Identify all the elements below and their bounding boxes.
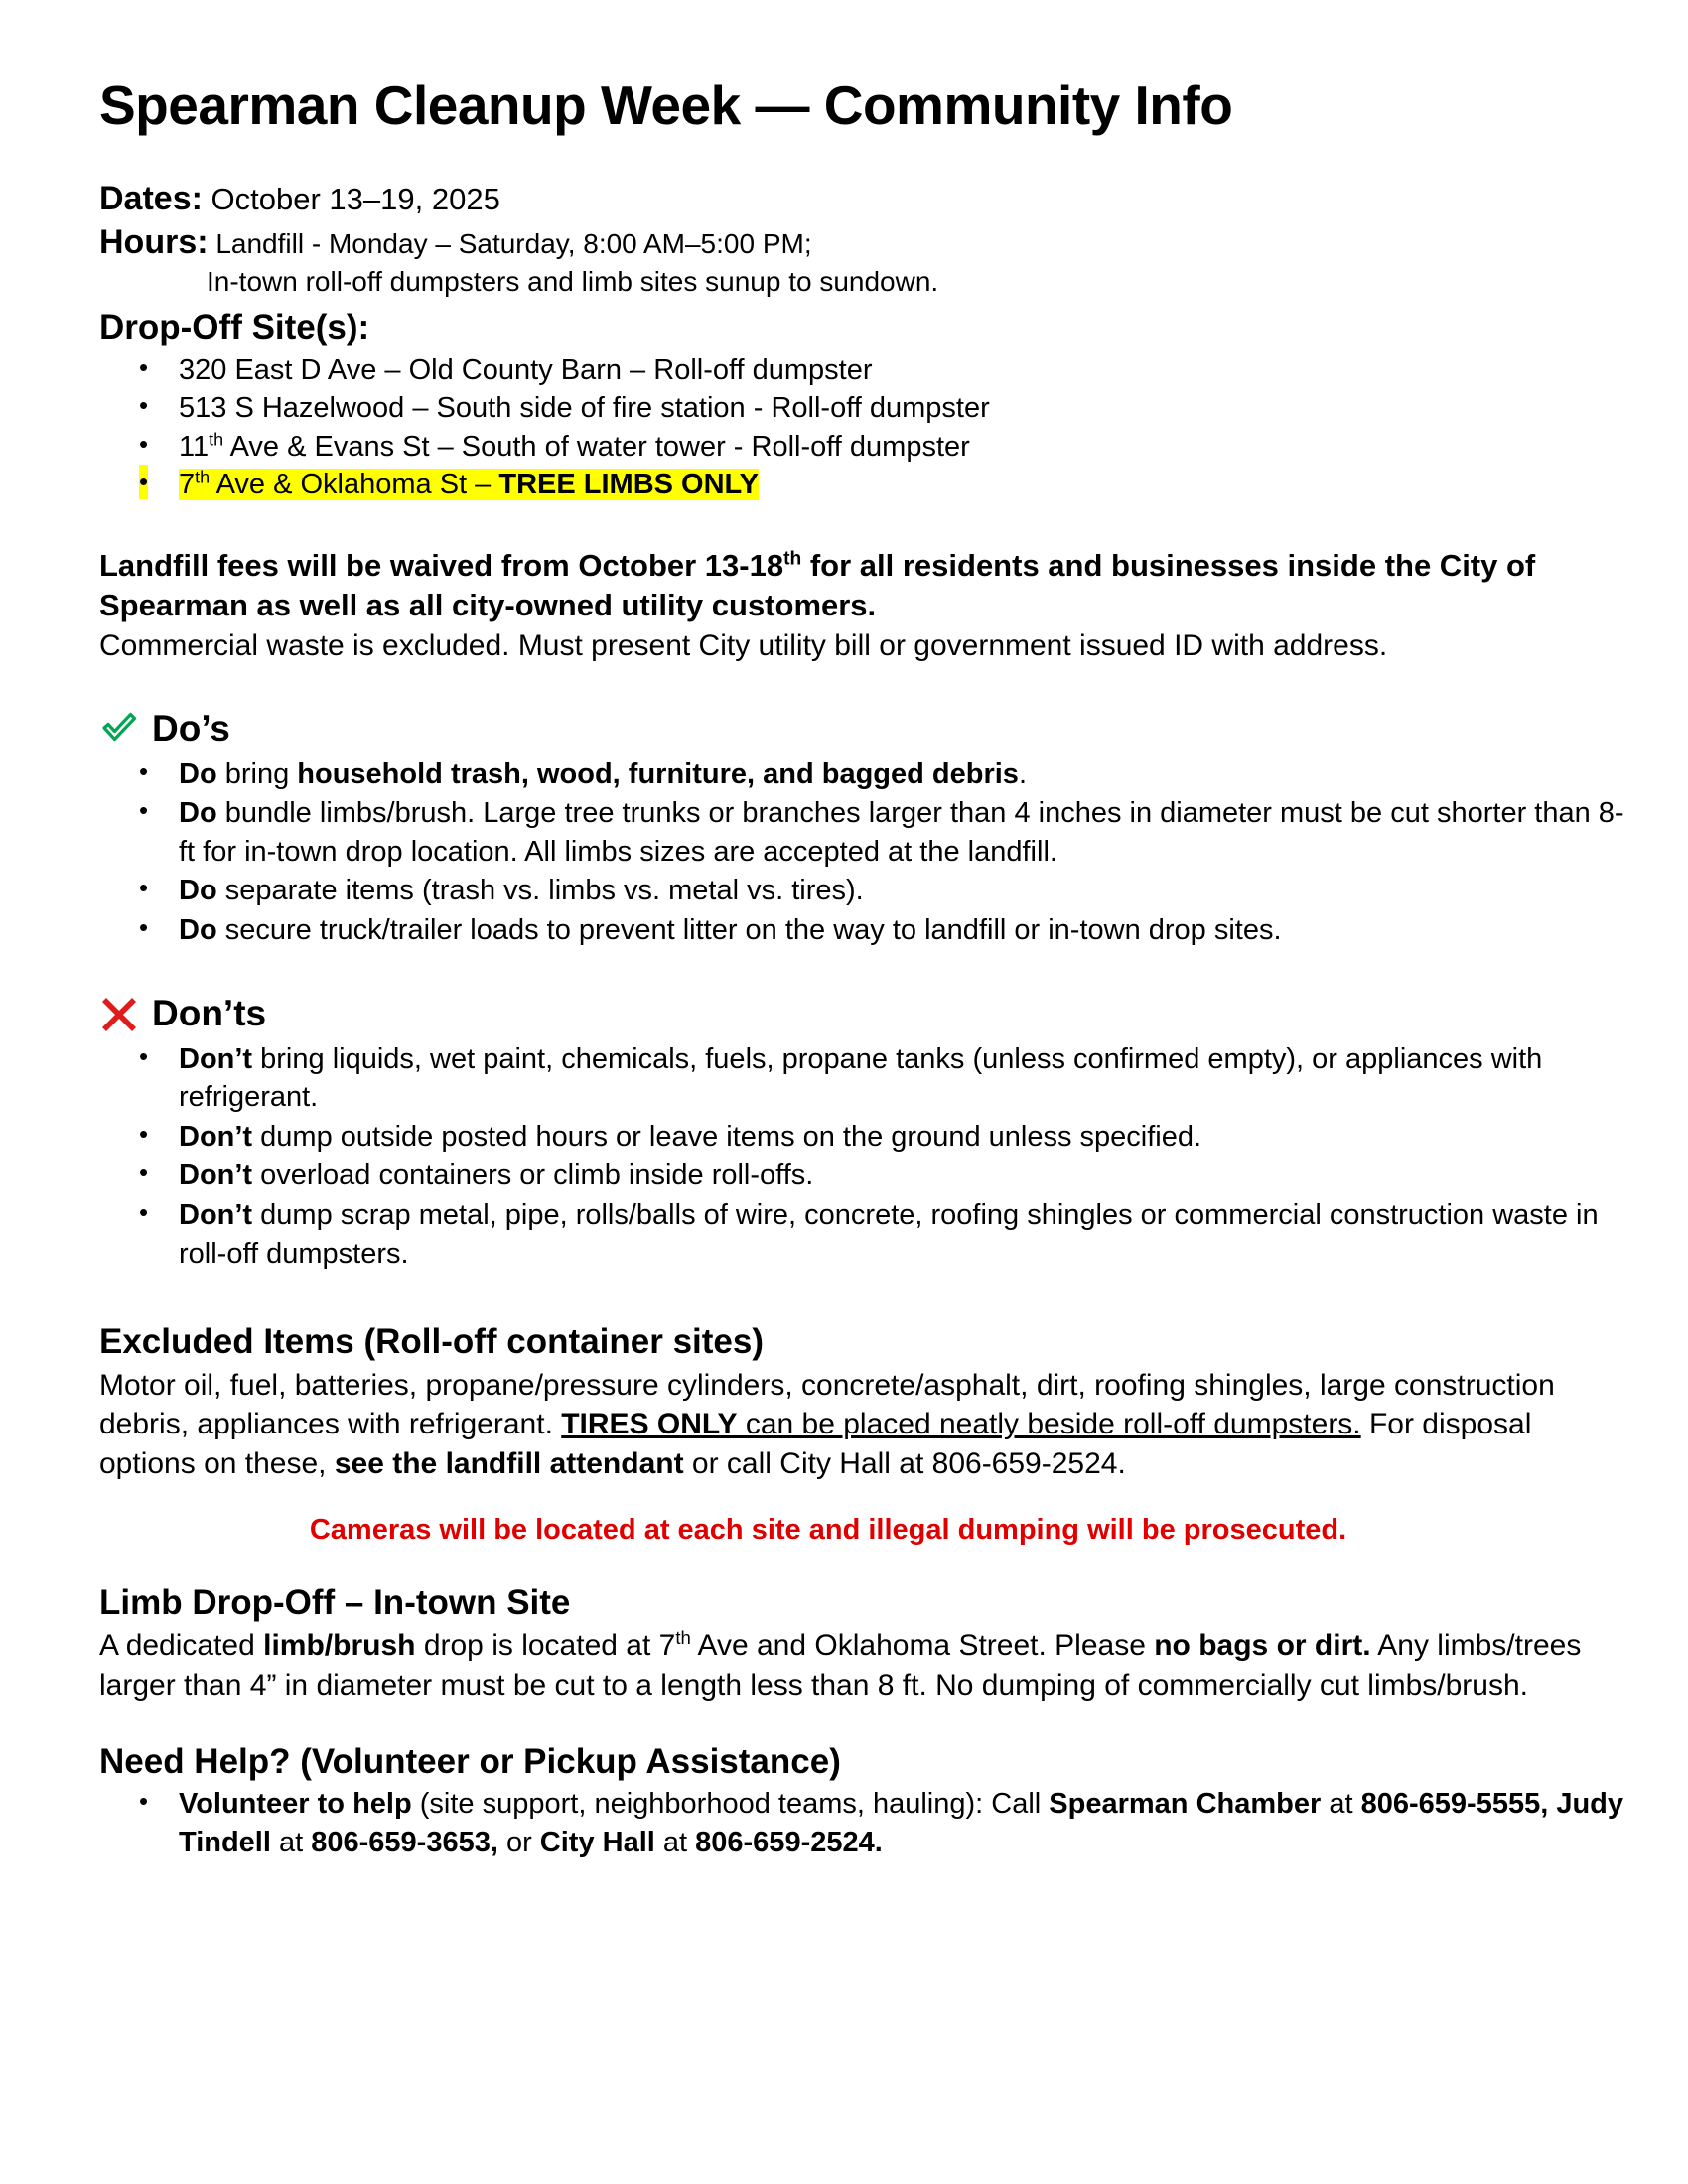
dates-label: Dates: — [99, 179, 203, 217]
ordinal-suffix: th — [195, 467, 211, 487]
phone-chamber: 806-659-5555, Judy Tindell — [179, 1788, 1624, 1858]
dont-text: overload containers or climb inside roll-offs. — [252, 1160, 814, 1192]
landfill-attendant-emphasis: see the landfill attendant — [334, 1447, 684, 1481]
drop-off-site-list — [99, 351, 1626, 504]
limb-text-a: A dedicated — [99, 1629, 264, 1663]
excluded-items-heading: Excluded Items (Roll-off container sites) — [99, 1322, 764, 1362]
dos-heading-label: Do’s — [152, 708, 230, 750]
list-item — [99, 911, 1626, 950]
fee-waiver-bold — [99, 546, 1626, 626]
phone-judy: 806-659-3653, — [311, 1826, 498, 1858]
list-item — [99, 794, 1626, 871]
do-text: secure truck/trailer loads to prevent litter on the way to landfill or in-town drop sites. — [216, 913, 1282, 946]
list-item — [99, 1040, 1626, 1117]
do-lead: Do — [179, 757, 217, 790]
dont-lead: Don’t — [179, 1042, 253, 1075]
hours-label: Hours: — [99, 222, 209, 261]
city-hall-label: City Hall — [539, 1826, 655, 1858]
tires-only-rest: can be placed neatly beside roll-off dumpsters. — [737, 1408, 1361, 1441]
donts-heading-label: Don’ts — [152, 993, 267, 1034]
limb-brush-emphasis: limb/brush — [263, 1629, 416, 1663]
limb-text-c: Ave and Oklahoma Street. Please — [690, 1629, 1155, 1663]
list-item — [99, 755, 1626, 794]
dates-value: October 13–19, 2025 — [202, 181, 500, 216]
volunteer-mid: (site support, neighborhood teams, hauling): Call — [411, 1788, 1050, 1821]
do-lead: Do — [179, 913, 217, 946]
ordinal-suffix: th — [675, 1627, 691, 1649]
need-help-heading: Need Help? (Volunteer or Pickup Assistance) — [99, 1741, 841, 1781]
green-check-icon — [99, 709, 139, 749]
site-text: 11 — [179, 430, 210, 463]
dont-text: bring liquids, wet paint, chemicals, fuels, propane tanks (unless confirmed empty), or appliances with refrigerant. — [179, 1042, 1543, 1114]
dos-heading-row — [99, 707, 1626, 751]
tree-limbs-only-emphasis: TREE LIMBS ONLY — [498, 469, 759, 501]
do-emphasis: household trash, wood, furniture, and bagged debris — [297, 757, 1019, 790]
fee-waiver-bold-b: for all residents and businesses inside the City of Spearman as well as all city-owned utility customers. — [99, 548, 1536, 623]
list-item — [99, 1118, 1626, 1157]
list-item — [99, 872, 1626, 910]
excluded-text-c: or call City Hall at 806-659-2524. — [683, 1447, 1126, 1481]
at-1: at — [1321, 1788, 1361, 1821]
red-x-icon — [99, 995, 139, 1034]
hours-value: Landfill - Monday – Saturday, 8:00 AM–5:00 PM; — [208, 227, 812, 259]
do-text: bring — [216, 757, 298, 790]
dates-line — [99, 177, 1626, 220]
list-item — [99, 428, 1626, 467]
list-item — [99, 351, 1626, 390]
excluded-text-a: Motor oil, fuel, batteries, propane/pressure cylinders, concrete/asphalt, dirt, roofing shingles, large construction debris, appliances with refrigerant. — [99, 1368, 1555, 1441]
list-item — [99, 1157, 1626, 1195]
site-text: 513 S Hazelwood – South side of fire station - Roll-off dumpster — [179, 392, 990, 425]
highlight-fill — [129, 466, 181, 504]
hours-line — [99, 220, 1626, 264]
do-lead: Do — [179, 875, 217, 907]
at-3: at — [654, 1826, 696, 1858]
ordinal-suffix: th — [209, 429, 224, 450]
limb-text-b: drop is located at 7 — [415, 1629, 676, 1663]
camera-warning-text: Cameras will be located at each site and illegal dumping will be prosecuted. — [309, 1513, 1347, 1546]
dos-list — [99, 755, 1626, 950]
fee-waiver-bold-a: Landfill fees will be waived from October 13-18 — [99, 548, 784, 584]
donts-heading-row — [99, 992, 1626, 1035]
site-text: 7 — [179, 469, 196, 501]
excluded-text-b: For disposal options on these, — [99, 1408, 1532, 1481]
tires-only-bold: TIRES ONLY — [561, 1408, 738, 1441]
no-bags-emphasis: no bags or dirt. — [1154, 1629, 1371, 1663]
excluded-items-text — [99, 1366, 1626, 1484]
do-lead: Do — [179, 797, 217, 830]
do-end: . — [1018, 757, 1027, 790]
dont-text: dump scrap metal, pipe, rolls/balls of wire, concrete, roofing shingles or commercial construction waste in roll-off dumpsters. — [179, 1199, 1599, 1270]
dont-lead: Don’t — [179, 1160, 253, 1192]
limb-dropoff-text — [99, 1626, 1626, 1705]
tires-only-underline — [561, 1408, 1360, 1440]
limb-dropoff-heading: Limb Drop-Off – In-town Site — [99, 1582, 571, 1622]
dont-text: dump outside posted hours or leave items on the ground unless specified. — [252, 1120, 1202, 1153]
do-text: separate items (trash vs. limbs vs. metal vs. tires). — [216, 875, 864, 907]
hours-second-line: In-town roll-off dumpsters and limb sites sunup to sundown. — [207, 266, 939, 298]
volunteer-lead: Volunteer to help — [179, 1788, 412, 1821]
site-text: 320 East D Ave – Old County Barn – Roll-off dumpster — [179, 353, 873, 386]
need-help-list — [99, 1785, 1626, 1861]
phone-city-hall: 806-659-2524. — [695, 1826, 883, 1858]
site-text-tail: Ave & Oklahoma St – — [210, 469, 499, 501]
at-2: at — [270, 1826, 312, 1858]
fee-waiver-note: Commercial waste is excluded. Must present City utility bill or government issued ID with address. — [99, 628, 1388, 662]
drop-off-heading: Drop-Off Site(s): — [99, 308, 370, 347]
list-item — [99, 1785, 1626, 1861]
limb-text-d: Any limbs/trees larger than 4” in diameter must be cut to a length less than 8 ft. No dumping of commercially cut limbs/brush. — [99, 1629, 1582, 1702]
list-item — [99, 1196, 1626, 1273]
do-text: bundle limbs/brush. Large tree trunks or branches larger than 4 inches in diameter must be cut shorter than 8-ft for in-town drop location. All limbs sizes are accepted at the landfill. — [179, 797, 1624, 868]
dont-lead: Don’t — [179, 1120, 253, 1153]
list-item — [99, 389, 1626, 428]
spearman-chamber-label: Spearman Chamber — [1049, 1788, 1322, 1821]
ordinal-suffix: th — [783, 548, 802, 570]
list-item-highlighted — [99, 466, 1626, 504]
or-connector: or — [497, 1826, 540, 1858]
highlight-wrapper — [179, 469, 759, 500]
donts-list — [99, 1040, 1626, 1273]
dont-lead: Don’t — [179, 1199, 253, 1232]
page-title: Spearman Cleanup Week — Community Info — [99, 74, 1233, 136]
site-text-tail: Ave & Evans St – South of water tower - Roll-off dumpster — [223, 430, 970, 463]
